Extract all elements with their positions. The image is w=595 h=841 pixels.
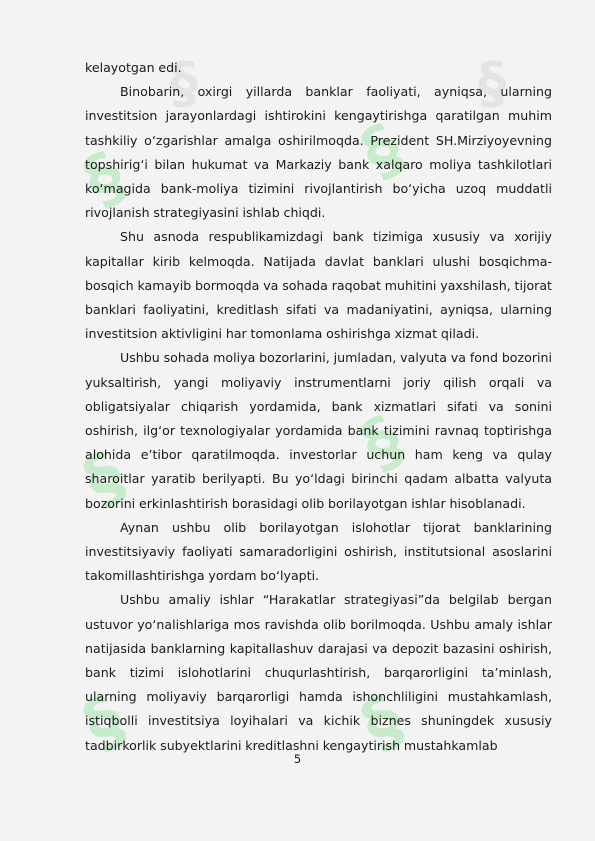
paragraph: kelayotgan edi. [85,60,182,75]
watermark-mark: § [478,51,506,116]
paragraph: Aynan ushbu olib borilayotgan islohotlar tijorat banklarining investitsiyaviy faoliyati samaradorligini oshirish, institutsional asoslarini takomillashtirishga yordam boʻlyapti. [85,519,552,584]
watermark-mark: § [71,436,137,521]
page-number: 5 [293,752,302,766]
watermark-mark: § [170,51,198,116]
paragraph: Ushbu amaliy ishlar “Harakatlar strategiyasi”da belgilab bergan ustuvor yoʻnalishlariga mos ravishda olib borilmoqda. Ushbu amaly ishlar natijasida banklarning kapitallashuv darajasi va depozit bazasini oshirish, bank tizimi islohotlarini chuqurlashtirish, barqarorligini ta’minlash, ularning moliyaviy barqarorligi hamda ishonchliligini mustahkamlash, istiqbolli investitsiya loyihalari va kichik biznes shuningdek xususiy tadbirkorlik subyektlarini kreditlashni kengaytirish mustahkamlab [85,592,552,753]
page-body [85,51,552,765]
watermark-mark: § [349,108,415,193]
watermark-mark: § [71,680,137,765]
paragraph: Ushbu sohada moliya bozorlarini, jumladan, valyuta va fond bozorini yuksaltirish, yangi moliyaviy instrumentlarni joriy qilish orqali va obligatsiyalar chiqarish yordamida, bank xizmatlari sifati va sonini oshirish, ilgʻor texnologiyalar yordamida bank tizimini ravnaq toptirishga alohida e’tibor qaratilmoqda. investorlar uchun ham keng va qulay sharoitlar yaratib berilyapti. Bu yoʻldagi birinchi qadam albatta valyuta bozorini erkinlashtirish borasidagi olib borilayotgan ishlar hisoblanadi. [85,350,552,511]
paragraph: Shu asnoda respublikamizdagi bank tizimiga xususiy va xorijiy kapitallar kirib kelmoqda. Natijada davlat banklari ulushi bosqichma-bosqich kamayib bormoqda va sohada raqobat muhitini yaxshilash, tijorat banklari faoliyatini, kreditlash sifati va madaniyatini, ayniqsa, ularning investitsion aktivligini har tomonlama oshirishga xizmat qiladi. [85,229,552,342]
watermark-mark: § [349,680,415,765]
watermark-mark: § [349,400,415,485]
paragraph: Binobarin, oxirgi yillarda banklar faoliyati, ayniqsa, ularning investitsion jarayonlardagi ishtirokini kengaytirishga qaratilgan muhim tashkiliy oʻzgarishlar amalga oshirilmoqda. Prezident SH.Mirziyoyevning topshirigʻi bilan hukumat va Markaziy bank xalqaro moliya tashkilotlari koʻmagida bank-moliya tizimini rivojlantirish boʻyicha uzoq muddatli rivojlanish strategiyasini ishlab chiqdi. [85,84,552,221]
watermark-mark: § [71,136,137,221]
